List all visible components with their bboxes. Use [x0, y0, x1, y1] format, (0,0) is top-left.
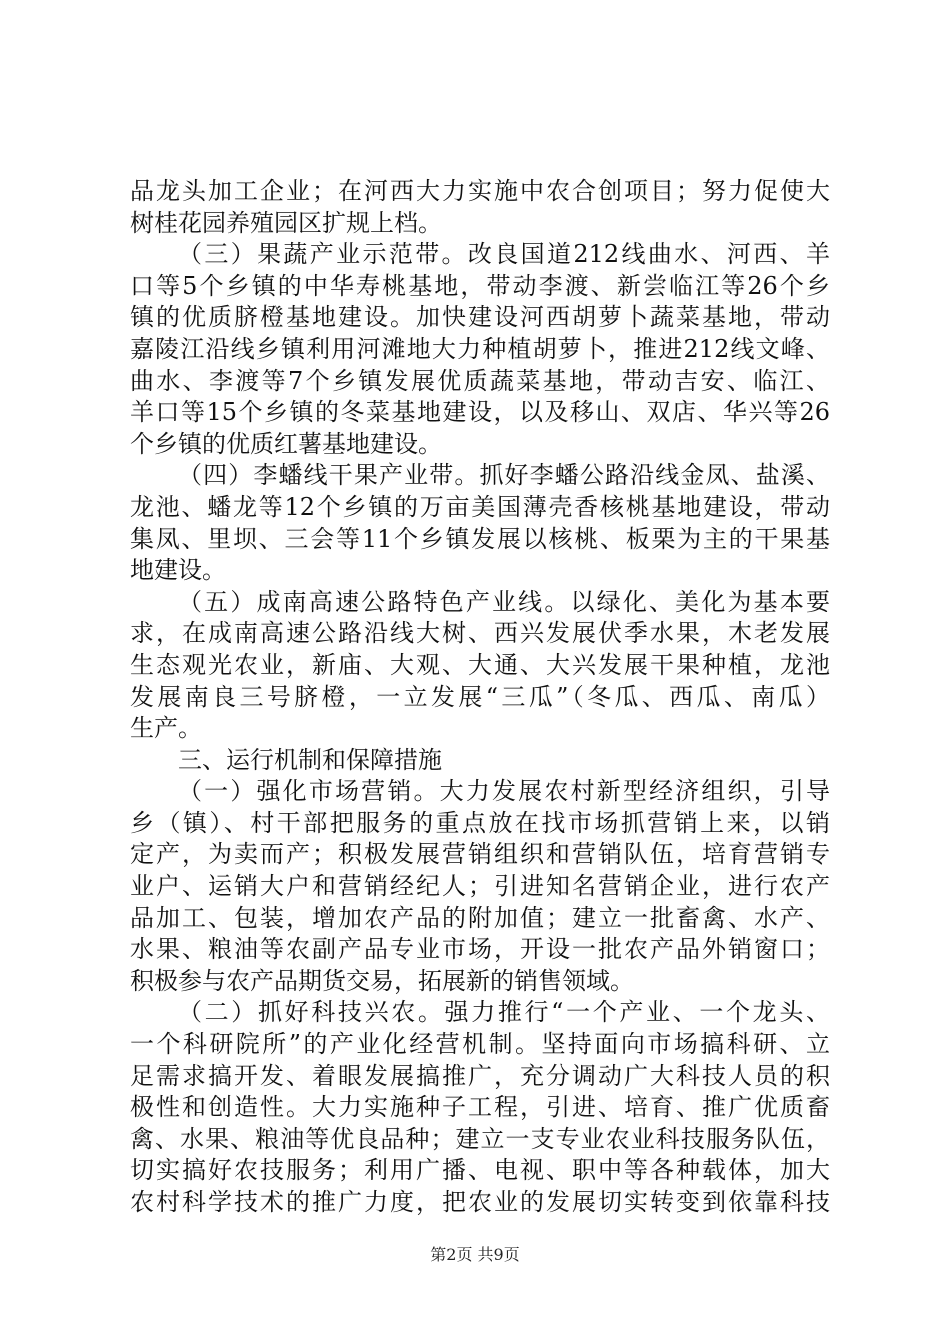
text-line: 生态观光农业，新庙、大观、大通、大兴发展干果种植，龙池: [130, 650, 830, 679]
text-line: 镇的优质脐橙基地建设。加快建设河西胡萝卜蔬菜基地，带动: [130, 303, 830, 332]
text-line: 个乡镇的优质红薯基地建设。: [130, 429, 442, 458]
text-line: （四）李蟠线干果产业带。抓好李蟠公路沿线金凤、盐溪、: [178, 461, 830, 490]
text-line: 生产。: [130, 714, 202, 743]
page-footer: [0, 1245, 950, 1265]
text-line: 一个科研院所”的产业化经营机制。坚持面向市场搞科研、立: [130, 1030, 830, 1059]
text-line: 切实搞好农技服务；利用广播、电视、职中等各种载体，加大: [130, 1156, 830, 1185]
text-line: 嘉陵江沿线乡镇利用河滩地大力种植胡萝卜，推进212线文峰、: [130, 334, 830, 363]
text-line: 求，在成南高速公路沿线大树、西兴发展伏季水果，木老发展: [130, 619, 830, 648]
text-line: 羊口等15个乡镇的冬菜基地建设，以及移山、双店、华兴等26: [130, 398, 830, 427]
text-line: 农村科学技术的推广力度，把农业的发展切实转变到依靠科技: [130, 1188, 830, 1216]
text-line: （五）成南高速公路特色产业线。以绿化、美化为基本要: [178, 587, 830, 616]
text-line: 口等5个乡镇的中华寿桃基地，带动李渡、新尝临江等26个乡: [130, 271, 830, 300]
text-line: 集凤、里坝、三会等11个乡镇发展以核桃、板栗为主的干果基: [130, 524, 830, 553]
text-line: 足需求搞开发、着眼发展搞推广，充分调动广大科技人员的积: [130, 1061, 830, 1090]
text-line: （二）抓好科技兴农。强力推行“一个产业、一个龙头、: [178, 998, 830, 1027]
text-line: 龙池、蟠龙等12个乡镇的万亩美国薄壳香核桃基地建设，带动: [130, 492, 830, 521]
text-line: 乡（镇）、村干部把服务的重点放在找市场抓营销上来，以销: [130, 808, 830, 837]
text-line: 品龙头加工企业；在河西大力实施中农合创项目；努力促使大: [130, 177, 830, 205]
text-line: 发展南良三号脐橙，一立发展“三瓜”（冬瓜、西瓜、南瓜）: [130, 682, 830, 711]
text-line: 品加工、包装，增加农产品的附加值；建立一批畜禽、水产、: [130, 903, 830, 932]
text-line: 积极参与农产品期货交易，拓展新的销售领域。: [130, 966, 634, 995]
section-heading: 三、运行机制和保障措施: [178, 745, 442, 774]
text-line: （一）强化市场营销。大力发展农村新型经济组织，引导: [178, 777, 830, 806]
text-line: 极性和创造性。大力实施种子工程，引进、培育、推广优质畜: [130, 1093, 830, 1122]
page-indicator: 第2页 共9页: [430, 1245, 520, 1264]
text-line: 定产，为卖而产；积极发展营销组织和营销队伍，培育营销专: [130, 840, 830, 869]
text-line: （三）果蔬产业示范带。改良国道212线曲水、河西、羊: [178, 240, 830, 269]
text-line: 曲水、李渡等7个乡镇发展优质蔬菜基地，带动吉安、临江、: [130, 366, 830, 395]
text-line: 水果、粮油等农副产品专业市场，开设一批农产品外销窗口；: [130, 935, 830, 964]
text-line: 业户、运销大户和营销经纪人；引进知名营销企业，进行农产: [130, 872, 830, 901]
document-body: [130, 176, 830, 1219]
text-line: 地建设。: [130, 556, 226, 585]
text-line: 禽、水果、粮油等优良品种；建立一支专业农业科技服务队伍，: [130, 1124, 830, 1153]
text-line: 树桂花园养殖园区扩规上档。: [130, 208, 442, 237]
